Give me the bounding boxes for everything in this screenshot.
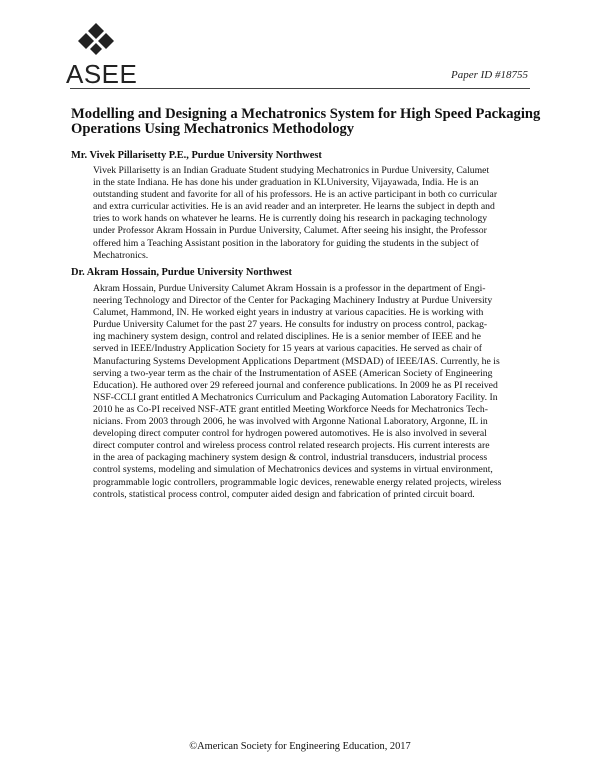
bio-line: served in IEEE/Industry Application Society for 15 years at various capacities. He served as chair of xyxy=(93,343,482,355)
bio-line: offered him a Teaching Assistant position in the laboratory for guiding the students in the subject of xyxy=(93,237,479,249)
bio-line: in the area of packaging machinery system design & control, industrial transducers, industrial process xyxy=(93,452,488,464)
paper-id: Paper ID #18755 xyxy=(451,69,528,81)
header-rule xyxy=(70,88,530,89)
author-heading: Dr. Akram Hossain, Purdue University Northwest xyxy=(71,267,292,278)
asee-logo xyxy=(66,22,138,89)
title-line: Operations Using Mechatronics Methodology xyxy=(71,121,355,137)
bio-line: controls, statistical process control, computer aided design and fabrication of printed circuit board. xyxy=(93,488,475,500)
copyright-footer: ©American Society for Engineering Education, 2017 xyxy=(189,741,411,752)
bio-line: Purdue University Calumet for the past 27 years. He consults for industry on process control, packag- xyxy=(93,319,488,331)
bio-line: 2010 he as Co-PI received NSF-ATE grant entitled Meeting Workforce Needs for Mechatronics Tech- xyxy=(93,403,488,415)
bio-line: in the state Indiana. He has done his under graduation in KLUniversity, Vijayawada, India. He is an xyxy=(93,177,479,189)
bio-line: nicians. From 2003 through 2006, he was involved with Argonne National Laboratory, Argonne, IL in xyxy=(93,416,488,428)
bio-line: Education). He authored over 29 refereed journal and conference publications. In 2009 he as PI received xyxy=(93,379,498,391)
bio-line: NSF-CCLI grant entitled A Mechatronics Curriculum and Packaging Automation Laboratory Facility. In xyxy=(93,391,498,403)
title-line: Modelling and Designing a Mechatronics System for High Speed Packaging xyxy=(71,106,541,122)
bio-line: Calumet, Hammond, IN. He worked eight years in industry at various capacities. He is working with xyxy=(93,307,484,319)
bio-line: programmable logic controllers, programmable logic devices, renewable energy related projects, wireless xyxy=(93,476,502,488)
logo-text: ASEE xyxy=(66,59,138,89)
bio-line: neering Technology and Director of the Center for Packaging Machinery Industry at Purdue University xyxy=(93,295,493,307)
asee-logo-mark-icon xyxy=(74,22,118,58)
paper-title xyxy=(71,107,541,137)
bio-line: direct computer control and wireless process control related research projects. His current interests are xyxy=(93,440,490,452)
bio-line: tries to work hands on whatever he learns. He is currently doing his research in packaging technology xyxy=(93,213,488,225)
bio-line: under Professor Akram Hossain in Purdue University, Calumet. After seeing his insight, the Professor xyxy=(93,225,487,237)
bio-line: and extra curricular activities. He is an avid reader and an interpreter. He learns the subject in depth and xyxy=(93,201,495,213)
author-bio xyxy=(93,283,538,501)
bio-line: Vivek Pillarisetty is an Indian Graduate Student studying Mechatronics in Purdue University, Calumet xyxy=(93,165,490,176)
bio-line: control systems, modeling and simulation of Mechatronics devices and systems in virtual environment, xyxy=(93,464,493,476)
bio-line: developing direct computer control for hydrogen powered automotives. He is also involved in several xyxy=(93,428,487,440)
author-heading: Mr. Vivek Pillarisetty P.E., Purdue University Northwest xyxy=(71,150,322,161)
bio-line: ing machinery system design, control and related disciplines. He is a senior member of IEEE and he xyxy=(93,331,481,343)
author-bio xyxy=(93,165,538,262)
bio-line: Akram Hossain, Purdue University Calumet Akram Hossain is a professor in the department of Engi- xyxy=(93,283,486,294)
bio-line: serving a two-year term as the chair of the Instrumentation of ASEE (American Society of Engineering xyxy=(93,367,493,379)
bio-line: Mechatronics. xyxy=(93,249,149,261)
bio-line: Manufacturing Systems Development Applications Department (MSDAD) of IEEE/IAS. Currently, he is xyxy=(93,355,500,367)
bio-line: outstanding student and favorite for all of his professors. He is an active participant in both co curricular xyxy=(93,189,498,201)
